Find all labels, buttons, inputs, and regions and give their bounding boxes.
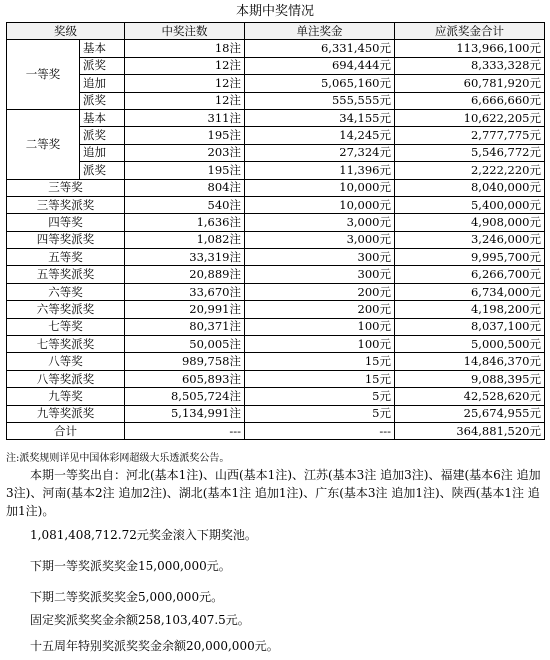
sub-level: 追加 xyxy=(80,144,125,161)
total-prize-cell: 8,333,328元 xyxy=(395,57,545,74)
count-cell: 989,758注 xyxy=(125,353,245,370)
header-level: 奖级 xyxy=(7,23,125,40)
total-prize-cell: 14,846,370元 xyxy=(395,353,545,370)
tier2-label: 二等奖 xyxy=(7,109,80,179)
total-prize-cell: 10,622,205元 xyxy=(395,109,545,126)
total-prize-cell: 25,674,955元 xyxy=(395,405,545,422)
tier1-label: 一等奖 xyxy=(7,40,80,110)
unit-prize-cell: 10,000元 xyxy=(245,196,395,213)
total-prize-cell: 5,400,000元 xyxy=(395,196,545,213)
count-cell: 5,134,991注 xyxy=(125,405,245,422)
total-prize-cell: 2,777,775元 xyxy=(395,127,545,144)
count-cell: 12注 xyxy=(125,57,245,74)
count-cell: 1,636注 xyxy=(125,214,245,231)
total-prize-cell: 3,246,000元 xyxy=(395,231,545,248)
level-name: 八等奖 xyxy=(7,353,125,370)
table-row xyxy=(7,336,545,353)
count-cell: 50,005注 xyxy=(125,336,245,353)
level-name: 四等奖 xyxy=(7,214,125,231)
unit-prize-cell: 100元 xyxy=(245,336,395,353)
sub-level: 派奖 xyxy=(80,92,125,109)
total-prize-cell: 8,040,000元 xyxy=(395,179,545,196)
sub-level: 基本 xyxy=(80,40,125,57)
total-prize-cell: 42,528,620元 xyxy=(395,388,545,405)
count-cell: 12注 xyxy=(125,92,245,109)
table-row xyxy=(7,40,545,57)
table-row xyxy=(7,179,545,196)
totals-unit: --- xyxy=(245,422,395,439)
header-unit-prize: 单注奖金 xyxy=(245,23,395,40)
next-second-prize-line: 下期二等奖派奖奖金5,000,000元。 xyxy=(30,590,224,604)
sub-level: 基本 xyxy=(80,109,125,126)
count-cell: 12注 xyxy=(125,75,245,92)
level-name: 九等奖派奖 xyxy=(7,405,125,422)
sub-level: 追加 xyxy=(80,75,125,92)
unit-prize-cell: 10,000元 xyxy=(245,179,395,196)
unit-prize-cell: 5元 xyxy=(245,388,395,405)
table-row xyxy=(7,249,545,266)
table-row xyxy=(7,266,545,283)
header-count: 中奖注数 xyxy=(125,23,245,40)
total-prize-cell: 8,037,100元 xyxy=(395,318,545,335)
total-prize-cell: 2,222,220元 xyxy=(395,162,545,179)
count-cell: 540注 xyxy=(125,196,245,213)
unit-prize-cell: 5,065,160元 xyxy=(245,75,395,92)
page-title: 本期中奖情况 xyxy=(235,4,314,19)
unit-prize-cell: 100元 xyxy=(245,318,395,335)
total-prize-cell: 4,198,200元 xyxy=(395,301,545,318)
unit-prize-cell: 555,555元 xyxy=(245,92,395,109)
total-prize-cell: 5,546,772元 xyxy=(395,144,545,161)
unit-prize-cell: 27,324元 xyxy=(245,144,395,161)
level-name: 七等奖派奖 xyxy=(7,336,125,353)
sub-level: 派奖 xyxy=(80,57,125,74)
unit-prize-cell: 15元 xyxy=(245,370,395,387)
count-cell: 33,670注 xyxy=(125,283,245,300)
table-row xyxy=(7,57,545,74)
sub-level: 派奖 xyxy=(80,162,125,179)
level-name: 五等奖 xyxy=(7,249,125,266)
table-row xyxy=(7,370,545,387)
unit-prize-cell: 3,000元 xyxy=(245,231,395,248)
table-row xyxy=(7,92,545,109)
footnote: 注:派奖规则详见中国体彩网超级大乐透派奖公告。 xyxy=(6,453,230,464)
table-row xyxy=(7,231,545,248)
table-row xyxy=(7,162,545,179)
unit-prize-cell: 200元 xyxy=(245,283,395,300)
next-first-prize-line: 下期一等奖派奖奖金15,000,000元。 xyxy=(30,559,231,573)
unit-prize-cell: 3,000元 xyxy=(245,214,395,231)
totals-label: 合计 xyxy=(7,422,125,439)
level-name: 七等奖 xyxy=(7,318,125,335)
table-row xyxy=(7,301,545,318)
unit-prize-cell: 300元 xyxy=(245,249,395,266)
count-cell: 33,319注 xyxy=(125,249,245,266)
level-name: 六等奖派奖 xyxy=(7,301,125,318)
count-cell: 195注 xyxy=(125,162,245,179)
table-row xyxy=(7,283,545,300)
table-row xyxy=(7,388,545,405)
count-cell: 18注 xyxy=(125,40,245,57)
table-row xyxy=(7,353,545,370)
count-cell: 311注 xyxy=(125,109,245,126)
table-header-row xyxy=(7,23,545,40)
level-name: 三等奖 xyxy=(7,179,125,196)
table-row xyxy=(7,318,545,335)
count-cell: 203注 xyxy=(125,144,245,161)
total-prize-cell: 9,088,395元 xyxy=(395,370,545,387)
table-row xyxy=(7,196,545,213)
count-cell: 8,505,724注 xyxy=(125,388,245,405)
count-cell: 20,991注 xyxy=(125,301,245,318)
level-name: 四等奖派奖 xyxy=(7,231,125,248)
unit-prize-cell: 34,155元 xyxy=(245,109,395,126)
sub-level: 派奖 xyxy=(80,127,125,144)
unit-prize-cell: 15元 xyxy=(245,353,395,370)
anniversary-balance-line: 十五周年特别奖派奖奖金余额20,000,000元。 xyxy=(30,639,279,653)
table-row xyxy=(7,75,545,92)
level-name: 三等奖派奖 xyxy=(7,196,125,213)
level-name: 八等奖派奖 xyxy=(7,370,125,387)
table-row xyxy=(7,127,545,144)
winners-paragraph: 本期一等奖出自：河北(基本1注)、山西(基本1注)、江苏(基本3注 追加3注)、福建(基本6注 追加3注)、河南(基本2注 追加2注)、湖北(基本1注 追加1注)、广东(基本3注 追加1注)、陕西(基本1注 追加1注)。 xyxy=(6,468,541,518)
levels-body xyxy=(7,179,545,422)
count-cell: 605,893注 xyxy=(125,370,245,387)
unit-prize-cell: 14,245元 xyxy=(245,127,395,144)
fixed-prize-balance-line: 固定奖派奖奖金余额258,103,407.5元。 xyxy=(30,613,250,627)
table-row xyxy=(7,405,545,422)
table-row xyxy=(7,144,545,161)
unit-prize-cell: 6,331,450元 xyxy=(245,40,395,57)
unit-prize-cell: 200元 xyxy=(245,301,395,318)
count-cell: 20,889注 xyxy=(125,266,245,283)
total-prize-cell: 5,000,500元 xyxy=(395,336,545,353)
totals-total: 364,881,520元 xyxy=(395,422,545,439)
level-name: 五等奖派奖 xyxy=(7,266,125,283)
unit-prize-cell: 5元 xyxy=(245,405,395,422)
totals-row xyxy=(7,422,545,439)
table-row xyxy=(7,214,545,231)
total-prize-cell: 113,966,100元 xyxy=(395,40,545,57)
unit-prize-cell: 694,444元 xyxy=(245,57,395,74)
header-total-prize: 应派奖金合计 xyxy=(395,23,545,40)
totals-count: --- xyxy=(125,422,245,439)
count-cell: 804注 xyxy=(125,179,245,196)
rollover-line: 1,081,408,712.72元奖金滚入下期奖池。 xyxy=(30,528,257,542)
table-row xyxy=(7,109,545,126)
total-prize-cell: 60,781,920元 xyxy=(395,75,545,92)
total-prize-cell: 4,908,000元 xyxy=(395,214,545,231)
total-prize-cell: 6,266,700元 xyxy=(395,266,545,283)
total-prize-cell: 9,995,700元 xyxy=(395,249,545,266)
unit-prize-cell: 300元 xyxy=(245,266,395,283)
count-cell: 1,082注 xyxy=(125,231,245,248)
prize-table xyxy=(6,22,545,440)
total-prize-cell: 6,734,000元 xyxy=(395,283,545,300)
count-cell: 195注 xyxy=(125,127,245,144)
unit-prize-cell: 11,396元 xyxy=(245,162,395,179)
level-name: 九等奖 xyxy=(7,388,125,405)
level-name: 六等奖 xyxy=(7,283,125,300)
total-prize-cell: 6,666,660元 xyxy=(395,92,545,109)
count-cell: 80,371注 xyxy=(125,318,245,335)
